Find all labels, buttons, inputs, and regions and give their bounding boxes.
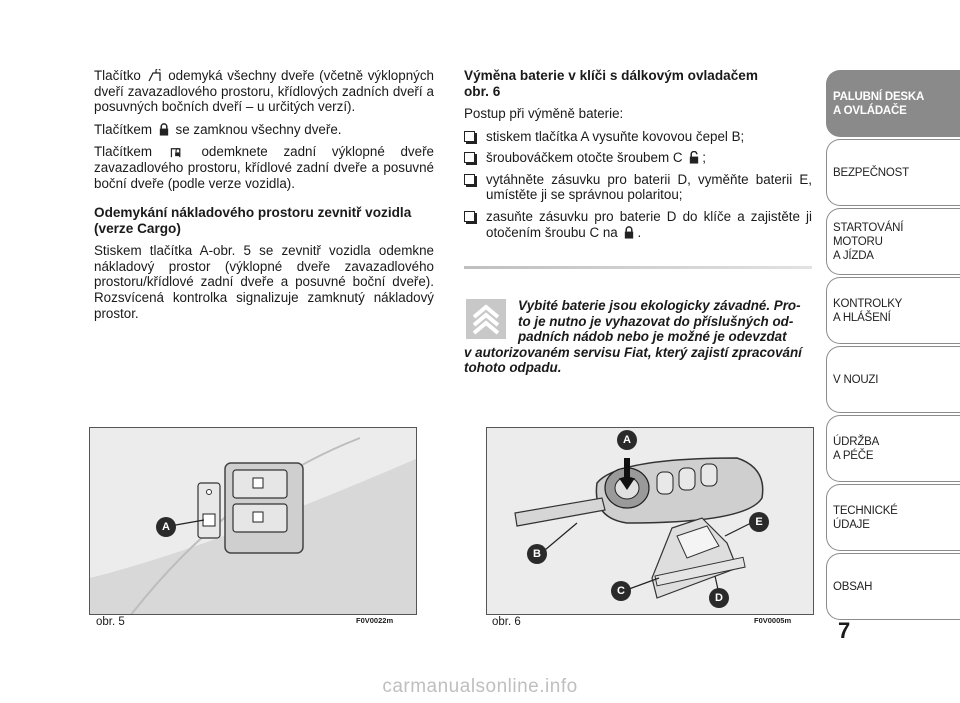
section-divider bbox=[464, 266, 812, 269]
page-number: 7 bbox=[838, 618, 851, 643]
unlocked-padlock-icon bbox=[688, 151, 700, 164]
unlock-all-paragraph: Tlačítko odemyká všechny dveře (včetně výklopných dveří zavazadlového prostoru, křídlových zadních dveří a posuvných bočních dveří – u určitých verzí). bbox=[94, 68, 434, 115]
unlock-all-doors-icon bbox=[148, 69, 162, 82]
watermark: carmanualsonline.info bbox=[382, 676, 578, 697]
figure-6-code: F0V0005m bbox=[754, 616, 792, 625]
callout-e: E bbox=[749, 512, 769, 532]
lock-icon bbox=[158, 123, 170, 136]
tab-palubni-deska[interactable]: PALUBNÍ DESKA A OVLÁDAČE bbox=[826, 70, 960, 137]
tab-bezpecnost[interactable]: BEZPEČNOST bbox=[826, 139, 960, 206]
chapter-tab-bar bbox=[826, 70, 960, 622]
right-column bbox=[464, 68, 812, 246]
step-item: šroubováčkem otočte šroubem C ; bbox=[464, 150, 812, 166]
callout-c: C bbox=[611, 581, 631, 601]
rear-unlock-paragraph: Tlačítkem odemknete zadní výklopné dveře zavazadlového prostoru, křídlové zadní dveře a posuvné boční dveře (podle verze vozidla). bbox=[94, 144, 434, 191]
step-item: stiskem tlačítka A vysuňte kovovou čepel B; bbox=[464, 129, 812, 145]
tab-technicke-udaje[interactable]: TECHNICKÉ ÚDAJE bbox=[826, 484, 960, 551]
figure-6-key-battery bbox=[486, 427, 814, 615]
figure-5-code: F0V0022m bbox=[356, 616, 394, 625]
left-column bbox=[94, 68, 434, 328]
figure-5-door-panel bbox=[89, 427, 417, 615]
rear-door-unlock-icon bbox=[170, 145, 184, 158]
tab-udrzba[interactable]: ÚDRŽBA A PÉČE bbox=[826, 415, 960, 482]
tab-obsah[interactable]: OBSAH bbox=[826, 553, 960, 620]
door-panel-illustration bbox=[90, 428, 417, 615]
callout-a: A bbox=[617, 430, 637, 450]
figure-6-caption: obr. 6 bbox=[492, 616, 521, 628]
tab-startovani[interactable]: STARTOVÁNÍ MOTORU A JÍZDA bbox=[826, 208, 960, 275]
environment-note: Vybité baterie jsou ekologicky závadné. Pro- to je nutno je vyhazovat do příslušných od- padních nádob nebo je možné je odevzdat v autorizovaném servisu Fiat, který zajistí zpracování tohoto odpadu. bbox=[464, 298, 802, 376]
figure-5-caption: obr. 5 bbox=[96, 616, 125, 628]
battery-steps bbox=[464, 129, 812, 241]
callout-b: B bbox=[527, 544, 547, 564]
tab-kontrolky[interactable]: KONTROLKY A HLÁŠENÍ bbox=[826, 277, 960, 344]
cargo-unlock-heading: Odemykání nákladového prostoru zevnitř vozidla (verze Cargo) bbox=[94, 205, 412, 237]
step-item: zasuňte zásuvku pro baterie D do klíče a zajistěte ji otočením šroubu C na . bbox=[464, 209, 812, 240]
lock-icon bbox=[623, 226, 635, 239]
battery-heading: Výměna baterie v klíči s dálkovým ovladačem obr. 6 bbox=[464, 68, 758, 99]
tab-v-nouzi[interactable]: V NOUZI bbox=[826, 346, 960, 413]
step-item: vytáhněte zásuvku pro baterii D, vyměňte baterii E, umístěte ji se správnou polaritou; bbox=[464, 172, 812, 203]
lock-paragraph: Tlačítkem se zamknou všechny dveře. bbox=[94, 121, 342, 137]
callout-d: D bbox=[709, 588, 729, 608]
battery-intro: Postup při výměně baterie: bbox=[464, 106, 624, 121]
cargo-unlock-paragraph: Stiskem tlačítka A-obr. 5 se zevnitř vozidla odemkne nákladový prostor (výklopné dveře zavazadlového prostoru/křídlové zadní dveře a posuvné boční dveře). Rozsvícená kontrolka signalizuje zamknutý nákladový prostor. bbox=[94, 243, 434, 321]
callout-a: A bbox=[156, 517, 176, 537]
